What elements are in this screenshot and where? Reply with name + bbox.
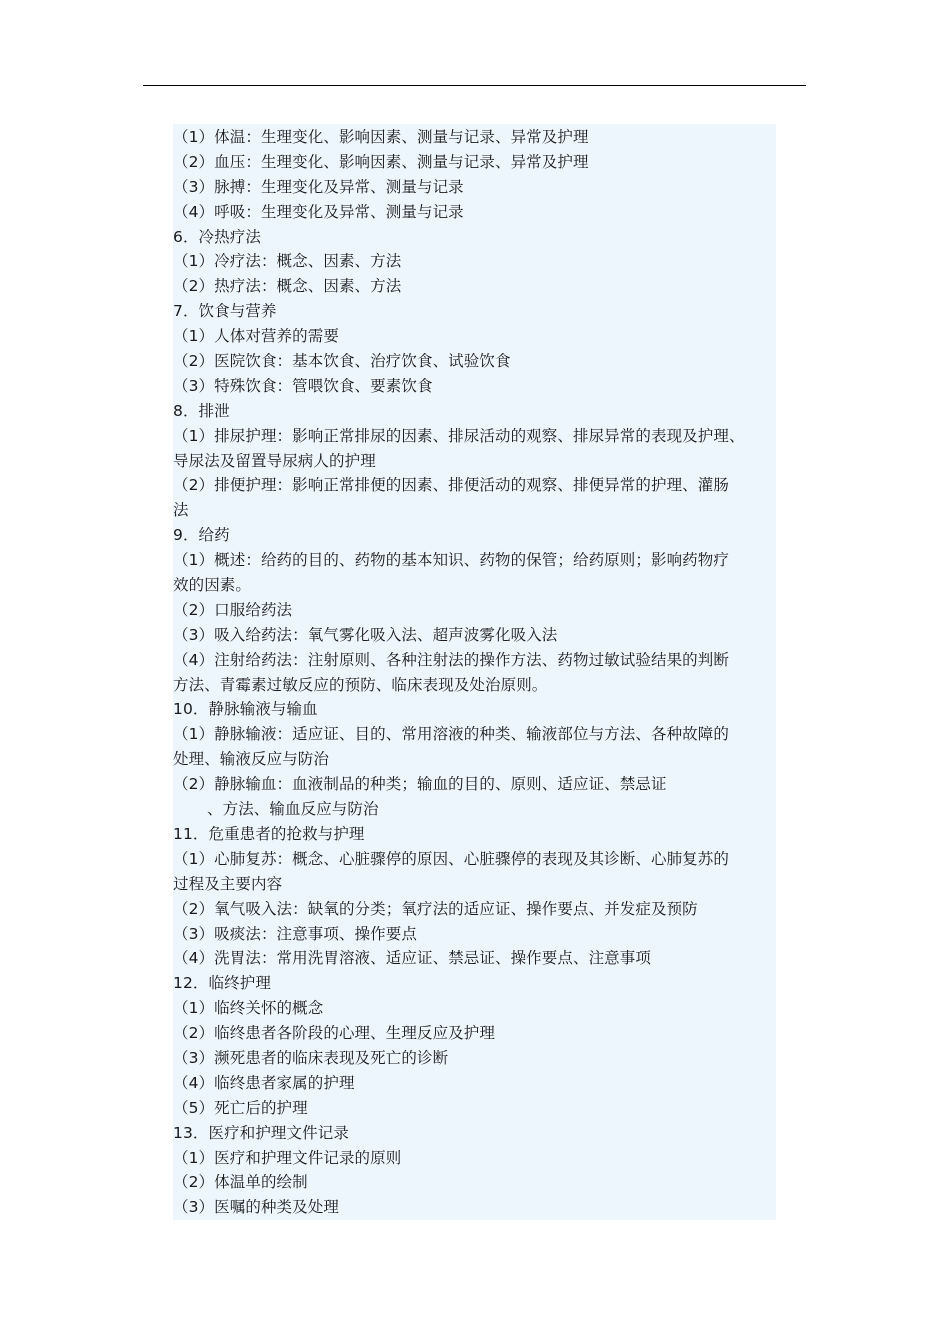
text-line: 方法、青霉素过敏反应的预防、临床表现及处治原则。 (173, 675, 548, 694)
text-line: （4）临终患者家属的护理 (173, 1073, 355, 1092)
text-line: （3）濒死患者的临床表现及死亡的诊断 (173, 1048, 449, 1067)
text-line: （4）呼吸：生理变化及异常、测量与记录 (173, 202, 464, 221)
text-line: （2）体温单的绘制 (173, 1173, 308, 1192)
section-heading: 6．冷热疗法 (173, 227, 261, 246)
text-line: （3）特殊饮食：管喂饮食、要素饮食 (173, 376, 433, 395)
text-line: （1）人体对营养的需要 (173, 327, 339, 346)
text-line: （2）临终患者各阶段的心理、生理反应及护理 (173, 1024, 495, 1043)
text-line: （2）口服给药法 (173, 600, 293, 619)
section-heading: 7．饮食与营养 (173, 302, 277, 321)
text-line: （4）洗胃法：常用洗胃溶液、适应证、禁忌证、操作要点、注意事项 (173, 949, 651, 968)
text-line: 过程及主要内容 (173, 874, 283, 893)
text-line: （4）注射给药法：注射原则、各种注射法的操作方法、药物过敏试验结果的判断 (173, 650, 729, 669)
text-line: （1）医疗和护理文件记录的原则 (173, 1148, 402, 1167)
text-line: （2）热疗法：概念、因素、方法 (173, 277, 402, 296)
text-line: （1）静脉输液：适应证、目的、常用溶液的种类、输液部位与方法、各种故障的 (173, 725, 729, 744)
text-line: （5）死亡后的护理 (173, 1098, 308, 1117)
text-line: （3）吸入给药法：氧气雾化吸入法、超声波雾化吸入法 (173, 625, 558, 644)
text-line: （2）排便护理：影响正常排便的因素、排便活动的观察、排便异常的护理、灌肠 (173, 476, 729, 495)
text-line: （2）氧气吸入法：缺氧的分类；氧疗法的适应证、操作要点、并发症及预防 (173, 899, 698, 918)
text-line: 处理、输液反应与防治 (173, 750, 330, 769)
section-heading: 9．给药 (173, 526, 230, 545)
text-line: （3）脉搏：生理变化及异常、测量与记录 (173, 177, 464, 196)
text-line: （2）血压：生理变化、影响因素、测量与记录、异常及护理 (173, 152, 589, 171)
document-body (173, 125, 783, 1220)
text-line: 导尿法及留置导尿病人的护理 (173, 451, 376, 470)
text-line: （1）临终关怀的概念 (173, 999, 324, 1018)
text-line: 效的因素。 (173, 576, 252, 595)
text-line: （1）心肺复苏：概念、心脏骤停的原因、心脏骤停的表现及其诊断、心肺复苏的 (173, 849, 729, 868)
text-line: 法 (173, 501, 189, 520)
text-line: （1）体温：生理变化、影响因素、测量与记录、异常及护理 (173, 128, 589, 146)
text-line: （1）概述：给药的目的、药物的基本知识、药物的保管；给药原则；影响药物疗 (173, 551, 729, 570)
section-heading: 11．危重患者的抢救与护理 (173, 824, 365, 843)
text-line: 、方法、输血反应与防治 (207, 800, 379, 819)
text-line: （2）医院饮食：基本饮食、治疗饮食、试验饮食 (173, 352, 511, 371)
section-heading: 13．医疗和护理文件记录 (173, 1123, 349, 1142)
text-line: （3）吸痰法：注意事项、操作要点 (173, 924, 417, 943)
text-line: （3）医嘱的种类及处理 (173, 1198, 339, 1217)
section-heading: 10．静脉输液与输血 (173, 700, 318, 719)
text-line: （1）排尿护理：影响正常排尿的因素、排尿活动的观察、排尿异常的表现及护理、 (173, 426, 745, 445)
header-rule (143, 85, 806, 86)
text-line: （2）静脉输血：血液制品的种类；输血的目的、原则、适应证、禁忌证 (173, 775, 667, 794)
section-heading: 8．排泄 (173, 401, 230, 420)
text-line: （1）冷疗法：概念、因素、方法 (173, 252, 402, 271)
section-heading: 12．临终护理 (173, 974, 271, 993)
